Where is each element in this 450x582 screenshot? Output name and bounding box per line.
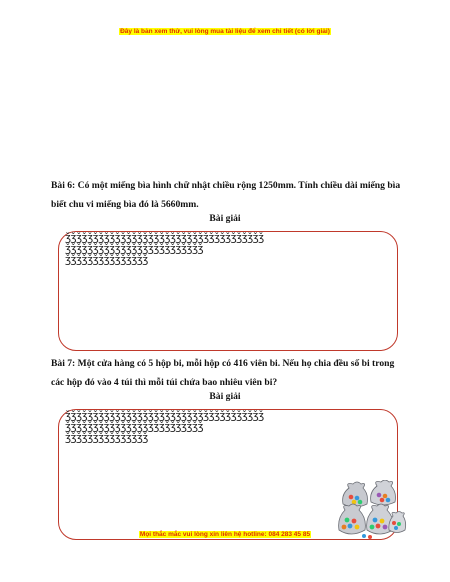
- answer-lines: [65, 233, 395, 266]
- answer-lines: [65, 411, 395, 444]
- marble-bag-icon: [371, 480, 396, 505]
- problem-7-text: Bài 7: Một cửa hàng có 5 hộp bi, mỗi hộp có 416 viên bi. Nếu họ chia đều số bi trong các hộp đó vào 4 túi thì mỗi túi chứa bao nhiêu viên bi?: [51, 358, 395, 388]
- problem-7-solution-heading: Bài giải: [209, 391, 241, 402]
- problem-6-answer-box: [58, 231, 398, 351]
- problem-6-solution-heading: Bài giải: [209, 213, 241, 224]
- answer-line: ǯǯǯǯǯǯǯǯǯǯǯǯǯǯǯ: [65, 254, 148, 266]
- answer-line: ǯǯǯǯǯǯǯǯǯǯǯǯǯǯǯǯǯǯǯǯǯǯǯǯǯǯǯǯǯǯǯǯǯǯǯǯ: [65, 232, 264, 244]
- marble-bag-icon: [339, 504, 366, 534]
- marble-bag-icon: [343, 482, 368, 507]
- answer-line: ǯǯǯǯǯǯǯǯǯǯǯǯǯǯǯ: [65, 432, 148, 444]
- problem-6-text: Bài 6: Có một miếng bìa hình chữ nhật chiều rộng 1250mm. Tính chiều dài miếng bìa biết chu vi miếng bìa đó là 5660mm.: [51, 180, 401, 210]
- answer-line: ǯǯǯǯǯǯǯǯǯǯǯǯǯǯǯǯǯǯǯǯǯǯǯǯǯ: [65, 243, 203, 255]
- preview-notice-banner: Đây là bản xem thử, vui lòng mua tài liệu để xem chi tiết (có lời giải): [120, 28, 330, 35]
- hotline-contact-banner: Mọi thắc mắc vui lòng xin liên hệ hotline: 084 283 45 85: [139, 531, 311, 538]
- marble-bag-icon: [389, 512, 406, 533]
- answer-line: ǯǯǯǯǯǯǯǯǯǯǯǯǯǯǯǯǯǯǯǯǯǯǯǯǯ: [65, 421, 203, 433]
- answer-line: ǯǯǯǯǯǯǯǯǯǯǯǯǯǯǯǯǯǯǯǯǯǯǯǯǯǯǯǯǯǯǯǯǯǯǯǯ: [65, 410, 264, 422]
